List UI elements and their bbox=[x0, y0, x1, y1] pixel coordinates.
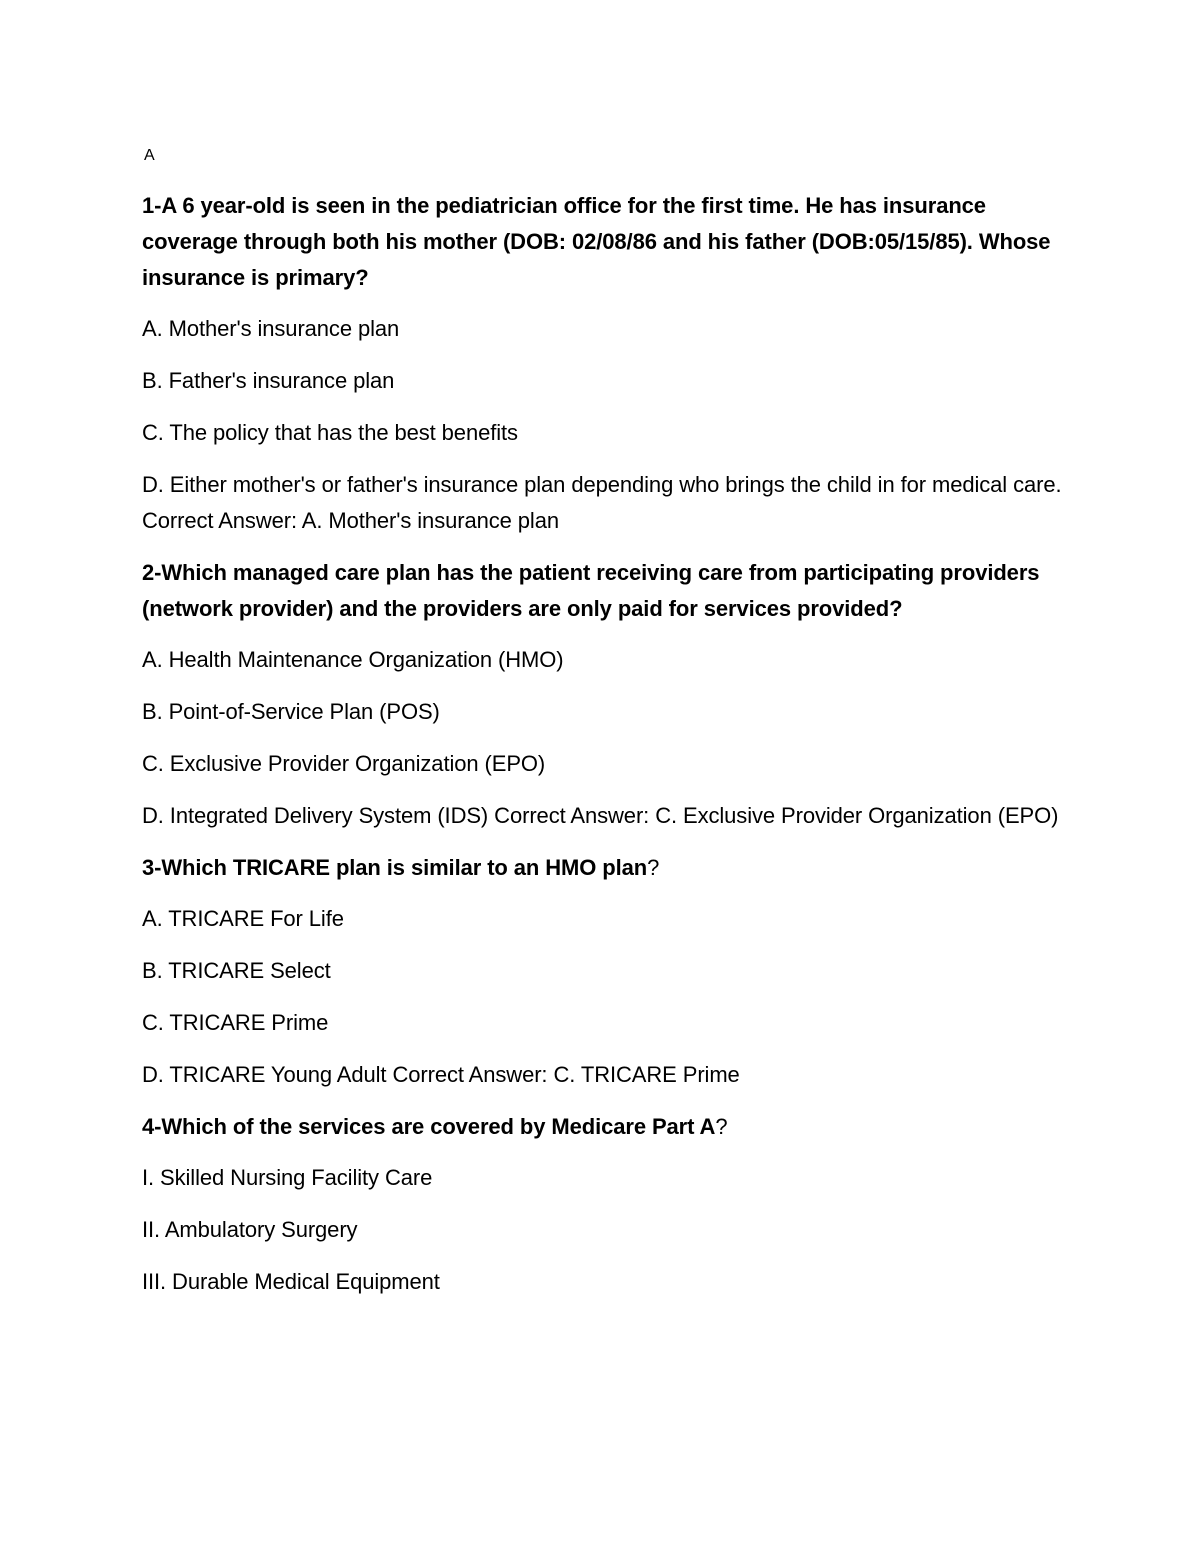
option-a: A. TRICARE For Life bbox=[142, 906, 344, 931]
question-block-4 bbox=[142, 1109, 1072, 1300]
option-a: A. Health Maintenance Organization (HMO) bbox=[142, 647, 564, 672]
option-c: C. The policy that has the best benefits bbox=[142, 420, 518, 445]
option-d-text: D. TRICARE Young Adult bbox=[142, 1062, 387, 1087]
option-ii: II. Ambulatory Surgery bbox=[142, 1217, 358, 1242]
option-iii: III. Durable Medical Equipment bbox=[142, 1269, 440, 1294]
option-d bbox=[142, 798, 1072, 834]
question-4-trailing: ? bbox=[715, 1114, 728, 1139]
option-d-text: D. Either mother's or father's insurance plan depending who brings the child in for medical care. bbox=[142, 472, 1062, 497]
question-4-text: 4-Which of the services are covered by Medicare Part A bbox=[142, 1114, 716, 1139]
question-2-text: 2-Which managed care plan has the patient receiving care from participating providers (network provider) and the providers are only paid for services provided? bbox=[142, 560, 1040, 621]
correct-answer: Correct Answer: C. Exclusive Provider Organization (EPO) bbox=[488, 803, 1059, 828]
question-block-3 bbox=[142, 850, 1072, 1093]
question-block-1 bbox=[142, 188, 1072, 539]
question-3-trailing: ? bbox=[647, 855, 660, 880]
question-text bbox=[142, 1109, 1072, 1145]
document-content bbox=[142, 146, 1072, 1316]
option-c: C. Exclusive Provider Organization (EPO) bbox=[142, 751, 546, 776]
option-b: B. Father's insurance plan bbox=[142, 368, 395, 393]
option-a: A. Mother's insurance plan bbox=[142, 316, 400, 341]
option-d-text: D. Integrated Delivery System (IDS) bbox=[142, 803, 489, 828]
question-text bbox=[142, 555, 1072, 627]
question-text bbox=[142, 850, 1072, 886]
question-1-text: 1-A 6 year-old is seen in the pediatrician office for the first time. He has insurance coverage through both his mother (DOB: 02/08/86 and his father (DOB:05/15/85). Whose insurance is primary? bbox=[142, 193, 1051, 290]
correct-answer: Correct Answer: C. TRICARE Prime bbox=[386, 1062, 740, 1087]
correct-answer: Correct Answer: A. Mother's insurance plan bbox=[142, 508, 559, 533]
option-b: B. Point-of-Service Plan (POS) bbox=[142, 699, 440, 724]
header-mark: A bbox=[144, 147, 155, 164]
option-d bbox=[142, 1057, 1072, 1093]
question-block-2 bbox=[142, 555, 1072, 834]
option-c: C. TRICARE Prime bbox=[142, 1010, 329, 1035]
option-i: I. Skilled Nursing Facility Care bbox=[142, 1165, 433, 1190]
option-d bbox=[142, 467, 1072, 539]
question-3-text: 3-Which TRICARE plan is similar to an HMO plan bbox=[142, 855, 648, 880]
question-text bbox=[142, 188, 1072, 296]
option-b: B. TRICARE Select bbox=[142, 958, 331, 983]
